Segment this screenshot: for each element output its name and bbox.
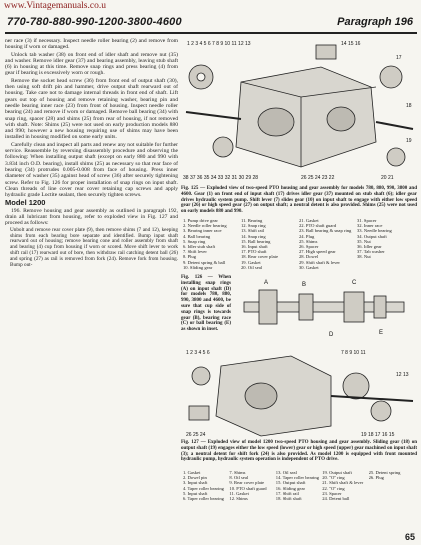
legend-item: 33. Needle bearing [357, 228, 392, 234]
legend-item: 8. Plug [183, 254, 197, 260]
body-paragraph: ner race (3) if necessary. Inspect needle roller bearing (2) and remove from housing if worn or damaged. [5, 38, 178, 51]
left-text-column [5, 38, 178, 538]
figure-126-drawing [234, 272, 417, 344]
figure-127-drawing [181, 346, 417, 438]
legend-item: 11. Bearing [241, 218, 263, 223]
figure-125-drawing [181, 37, 417, 184]
legend-item: 4. Ball bearing [183, 233, 211, 239]
svg-text:20 21: 20 21 [381, 175, 394, 181]
legend-item: 37. Tab washer [357, 249, 385, 255]
legend-item: 24. Plug [299, 233, 315, 239]
legend-item: 3. Bearing inner race [183, 228, 222, 234]
svg-text:E: E [379, 330, 384, 336]
body-paragraph: Remove the socket head screw (36) from front end of output shaft (30), then using soft drift pin and hammer, drive output shaft rearward out of housing. Take care not to damage internal threads in front end of shaft. Lift gears out top of housing and remove retaining washer, bearing pin and needle bearing inner race (23) from front of housing. Inspect needle roller bearing (24) and remove if worn or damaged. Remove ball bearing (34) with snap ring, spacer (28) and shims (25) from rear of housing, if not removed with shaft. Note: Shims (25) were not used on early production models 880 and 990; however a new housing requiring use of shims may have been installed in housing modified on some early units. [5, 77, 178, 141]
svg-text:12 13: 12 13 [396, 372, 409, 378]
legend-item: 34. Output shaft [357, 233, 387, 239]
legend-item: 8. Oil seal [229, 475, 249, 481]
procedure-block [5, 228, 178, 269]
legend-item: 20. "O" ring [322, 475, 345, 481]
legend-item: 5. Snap ring [183, 238, 206, 244]
svg-text:38 37 36 35 34 33 32 31 30 29: 38 37 36 35 34 33 32 31 30 29 28 [183, 175, 259, 181]
legend-item: 9. Detent spring & ball [183, 259, 226, 265]
legend-item: 13. Oil seal [275, 470, 297, 475]
legend-item: 10. Sliding gear [183, 264, 213, 270]
figure-125-caption: Fig. 125 — Exploded view of two-speed PTO housing and gear assembly for models 780, 880, 990, 3800 and 4600. Gear (1) on front end of input shaft (17) drives idler gear (37) mounted on stub shaft (6); idler gear drives hydraulic system pump. Shift lever (7) slides gear (10) on input shaft to engage with either low speed gear (26) or high speed gear (27) on output shaft; a neutral detent is also provided. Shims (25) were not used on early models 880 and 990. [181, 186, 417, 215]
legend-item: 19. Output shaft [322, 470, 352, 475]
legend-item: 15. Output shaft [275, 480, 306, 486]
legend-item: 10. PTO shaft guard [229, 485, 267, 491]
legend-item: 17. PTO shaft [241, 249, 267, 255]
svg-text:19 18 17 16 15: 19 18 17 16 15 [361, 432, 395, 438]
svg-text:26 25 24: 26 25 24 [186, 432, 206, 438]
header-paragraph: Paragraph 196 [337, 16, 413, 28]
legend-item: 25. Shims [299, 238, 318, 244]
legend-item: 4. Taper roller bearing [183, 485, 224, 491]
legend-item: 13. Shift rail [241, 228, 265, 234]
svg-text:7 8 9 10 11: 7 8 9 10 11 [341, 350, 366, 356]
legend-item: 11. Gasket [229, 490, 249, 496]
figure-127-legend [183, 470, 415, 501]
legend-item: 22. "O" ring [322, 485, 345, 491]
svg-text:18: 18 [406, 103, 412, 109]
svg-text:14 15 16: 14 15 16 [341, 41, 361, 47]
legend-item: 14. Taper roller bearing [275, 475, 320, 481]
svg-text:17: 17 [396, 55, 402, 61]
legend-item: 2. Dowel pin [183, 475, 207, 481]
svg-text:C: C [352, 280, 357, 286]
legend-item: 18. Rear cover plate [241, 254, 278, 260]
legend-item: 1. Gasket [183, 470, 201, 475]
legend-item: 3. Input shaft [183, 480, 208, 486]
legend-item: 2. Needle roller bearing [183, 223, 227, 229]
legend-item: 25. Detent spring [368, 470, 401, 475]
legend-item: 30. Gasket [299, 264, 319, 270]
legend-item: 16. Sliding gear [275, 485, 306, 491]
legend-item: 26. Spacer [299, 243, 319, 249]
legend-item: 35. Nut [357, 238, 371, 244]
svg-text:A: A [264, 280, 269, 286]
procedure-paragraph: Unbolt and remove rear cover plate (9), then remove shims (7 and 12), keeping shims from each bearing bore separate and identified. Bump input shaft rearward out of housing; remove bearing cone and roller assembly from shaft and bearing (4) cup from housing if worn or scored. Move shift lever to work shift rail (17) rearward out of bore, then withdraw rail catching detent ball (26) and spring (27) as rail is removed from fork (24). Remove fork from housing. Bump out- [10, 226, 178, 269]
body-paragraph: Carefully clean and inspect all parts and renew any not suitable for further service. Reassemble by reversing disassembly procedure and observing the following: When installing output shaft (except on early 880 and 990 with 3.834 inch O.D. bearing), install shims (25) as necessary so that rear face of bearing (34) protrudes 0.005-0.008 from face of housing. Press inner diameter of washer (35) against head of screw (36) after securely tightening screw. Refer to Fig. 126 for proper installation of snap rings on input shaft. Clean threads of line cover rear cover retaining cap screws and apply hydraulic grade Loctite sealant, then securely tighten screws. [5, 141, 178, 199]
figure-125-legend [183, 218, 415, 270]
legend-item: 1. Pump drive gear [183, 218, 218, 223]
legend-item: 23. Spacer [322, 490, 342, 496]
figure-127-caption: Fig. 127 — Exploded view of model 1200 two-speed PTO housing and gear assembly. Sliding gear (18) on output shaft (19) engages either the low speed (lower) gear or high speed (upper) gear machined on input shaft (3); a neutral detent for shift fork (24) is also provided. As model 1200 is equipped with front mounted hydraulic pump, hydraulic system operation is independent of PTO drive. [181, 440, 417, 463]
site-url[interactable]: www.Vintagemanuals.co.u [4, 1, 106, 11]
legend-item: 6. Idler stub shaft [183, 243, 216, 249]
legend-item: 7. Shims [229, 470, 246, 475]
legend-item: 12. Snap ring [241, 223, 266, 229]
legend-item: 9. Rear cover plate [229, 480, 265, 486]
legend-item: 20. Oil seal [241, 264, 263, 270]
legend-item: 27. High speed gear [299, 249, 336, 255]
legend-item: 24. Detent ball [322, 495, 350, 501]
section-title: Model 1200 [5, 198, 46, 208]
legend-item: 21. Shift shaft & lever [322, 480, 364, 486]
legend-item: 38. Nut [357, 254, 371, 260]
page-number: 65 [404, 532, 415, 542]
legend-item: 29. Shift shaft & lever [299, 259, 340, 265]
legend-item: 32. Inner race [357, 223, 383, 229]
body-paragraph: 196. Remove housing and gear assembly as outlined in paragraph 192, drain all lubricant from housing, refer to exploded view in Fig. 127 and proceed as follows: [5, 207, 178, 227]
header-models: 770-780-880-990-1200-3800-4600 [7, 16, 182, 28]
legend-item: 7. Shift lever [183, 249, 207, 255]
legend-item: 23. Ball bearing & snap ring [299, 228, 352, 234]
svg-text:19: 19 [406, 138, 412, 144]
legend-item: 16. Input shaft [241, 243, 268, 249]
legend-item: 28. Dowel [299, 254, 319, 260]
legend-item: 6. Taper roller bearing [183, 495, 224, 501]
legend-item: 31. Spacer [357, 218, 377, 223]
legend-item: 21. Gasket [299, 218, 319, 223]
legend-item: 18. Shift shaft [275, 495, 302, 501]
legend-item: 15. Ball bearing [241, 238, 271, 244]
svg-text:1 2 3 4 5 6: 1 2 3 4 5 6 [186, 350, 210, 356]
figure-126-caption: Fig. 126 — When installing snap rings (A) on input shaft (D) for models 780, 880, 990, 3800 and 4600, be sure that cup side of snap rings is towards gear (B), bearing race (C) or ball bearing (E) as shown in inset. [181, 275, 231, 333]
svg-text:B: B [302, 282, 307, 288]
legend-item: 22. PTO shaft guard [299, 223, 337, 229]
legend-item: 12. Shims [229, 495, 248, 501]
legend-item: 19. Gasket [241, 259, 261, 265]
svg-text:1 2 3 4 5 6 7 8 9 10 11 12 13: 1 2 3 4 5 6 7 8 9 10 11 12 13 [187, 41, 251, 47]
legend-item: 5. Input shaft [183, 490, 208, 496]
body-paragraph: Unlock tab washer (38) on front end of idler shaft and remove nut (35) and washer. Remove idler gear (37) and bearing assembly, leaving stub shaft (6) in housing at this time. Remove snap rings and press bearing (4) from gear if bearing is excessively worn or rough. [5, 51, 178, 77]
legend-item: 36. Idler gear [357, 243, 382, 249]
svg-text:26 25 24 23 22: 26 25 24 23 22 [301, 175, 335, 181]
legend-item: 14. Snap ring [241, 233, 266, 239]
legend-item: 17. Shift rail [275, 490, 299, 496]
page-header [5, 14, 417, 34]
svg-text:D: D [329, 332, 334, 338]
legend-item: 26. Plug [368, 475, 384, 481]
